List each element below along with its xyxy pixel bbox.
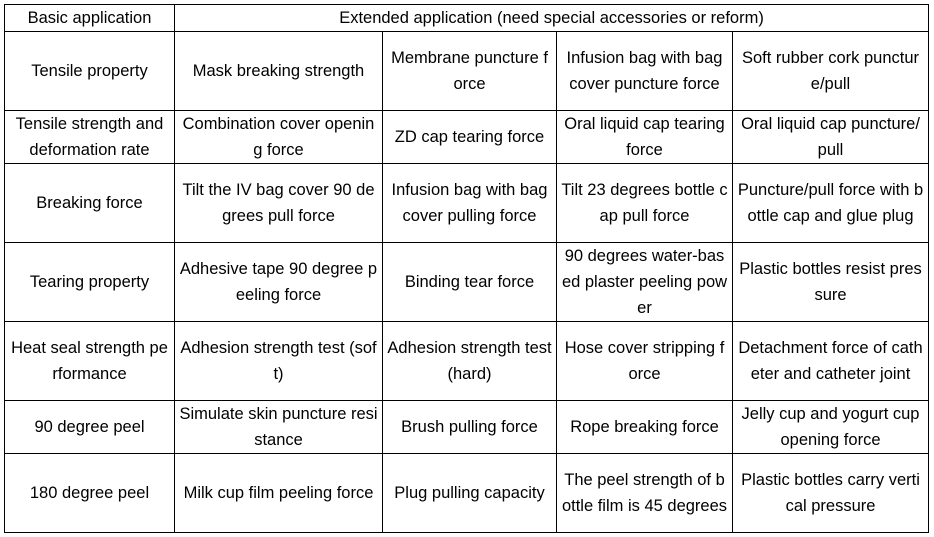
- extended-application-cell: Puncture/pull force with bottle cap and glue plug: [733, 164, 929, 243]
- extended-application-cell: Simulate skin puncture resistance: [175, 401, 383, 454]
- extended-application-cell: Tilt 23 degrees bottle cap pull force: [557, 164, 733, 243]
- table-row: [5, 401, 929, 454]
- extended-application-cell: Rope breaking force: [557, 401, 733, 454]
- extended-application-cell: Detachment force of catheter and catheter joint: [733, 322, 929, 401]
- table-row: [5, 322, 929, 401]
- extended-application-cell: Plastic bottles carry vertical pressure: [733, 454, 929, 533]
- header-row: [5, 5, 929, 32]
- extended-application-cell: Adhesion strength test (soft): [175, 322, 383, 401]
- basic-application-cell: Tensile property: [5, 32, 175, 111]
- basic-application-cell: Tearing property: [5, 243, 175, 322]
- table-row: [5, 243, 929, 322]
- basic-application-cell: 180 degree peel: [5, 454, 175, 533]
- extended-application-cell: Infusion bag with bag cover pulling force: [383, 164, 557, 243]
- table-row: [5, 164, 929, 243]
- table-row: [5, 454, 929, 533]
- table-row: [5, 111, 929, 164]
- basic-application-cell: Heat seal strength performance: [5, 322, 175, 401]
- basic-application-cell: Breaking force: [5, 164, 175, 243]
- extended-application-cell: Hose cover stripping force: [557, 322, 733, 401]
- extended-application-cell: Adhesive tape 90 degree peeling force: [175, 243, 383, 322]
- extended-application-cell: Membrane puncture force: [383, 32, 557, 111]
- extended-application-cell: Plug pulling capacity: [383, 454, 557, 533]
- basic-application-cell: 90 degree peel: [5, 401, 175, 454]
- extended-application-cell: Jelly cup and yogurt cup opening force: [733, 401, 929, 454]
- extended-application-cell: Combination cover opening force: [175, 111, 383, 164]
- extended-application-cell: Adhesion strength test (hard): [383, 322, 557, 401]
- extended-application-cell: Soft rubber cork puncture/pull: [733, 32, 929, 111]
- header-basic-application: Basic application: [5, 5, 175, 32]
- extended-application-cell: Binding tear force: [383, 243, 557, 322]
- application-table: [4, 4, 929, 533]
- extended-application-cell: Milk cup film peeling force: [175, 454, 383, 533]
- extended-application-cell: Plastic bottles resist pressure: [733, 243, 929, 322]
- extended-application-cell: Tilt the IV bag cover 90 degrees pull force: [175, 164, 383, 243]
- extended-application-cell: ZD cap tearing force: [383, 111, 557, 164]
- extended-application-cell: 90 degrees water-based plaster peeling power: [557, 243, 733, 322]
- extended-application-cell: Infusion bag with bag cover puncture force: [557, 32, 733, 111]
- table-container: [4, 4, 929, 533]
- extended-application-cell: Oral liquid cap puncture/pull: [733, 111, 929, 164]
- extended-application-cell: Mask breaking strength: [175, 32, 383, 111]
- extended-application-cell: The peel strength of bottle film is 45 degrees: [557, 454, 733, 533]
- header-extended-application: Extended application (need special accessories or reform): [175, 5, 929, 32]
- extended-application-cell: Brush pulling force: [383, 401, 557, 454]
- basic-application-cell: Tensile strength and deformation rate: [5, 111, 175, 164]
- table-row: [5, 32, 929, 111]
- extended-application-cell: Oral liquid cap tearing force: [557, 111, 733, 164]
